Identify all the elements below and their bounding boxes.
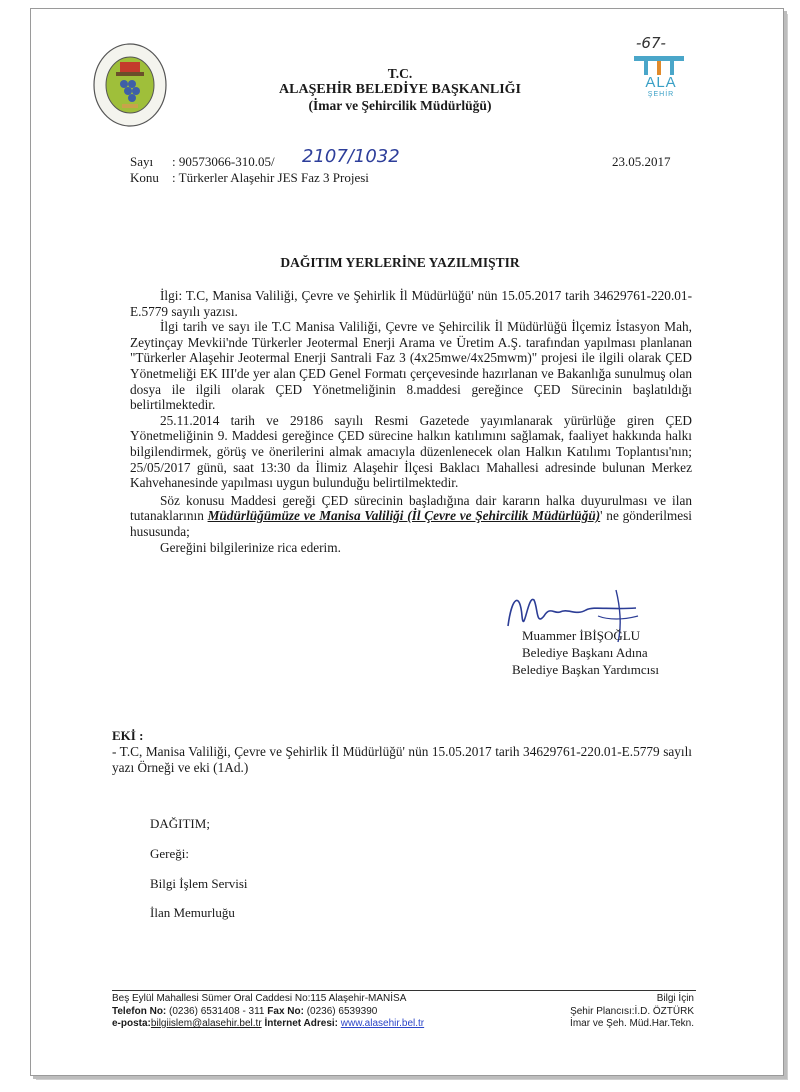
ala-logo-text: ALA [645, 74, 677, 91]
eki-label: EKİ : [112, 728, 144, 743]
email-label: e-posta: [112, 1018, 151, 1029]
document-title: DAĞITIM YERLERİNE YAZILMIŞTIR [280, 255, 520, 270]
website-link[interactable]: www.alasehir.bel.tr [340, 1018, 425, 1029]
konu-label: Konu [130, 170, 159, 185]
paragraph-4-text: Söz konusu Maddesi gereği ÇED sürecinin başladığına dair kararın halka duyurulması ve ilan tutanaklarının [130, 492, 692, 524]
fax-value: (0236) 6539390 [303, 1005, 378, 1017]
header-department: (İmar ve Şehircilik Müdürlüğü) [308, 98, 492, 113]
sehir-logo-text: ŞEHİR [647, 91, 675, 98]
phone-label: Telefon No: [112, 1005, 167, 1017]
distribution-item-2: İlan Memurluğu [150, 905, 235, 920]
paragraph-4-emphasis: Müdürlüğümüze ve Manisa Valiliği (İl Çevre ve Şehircilik Müdürlüğü) [207, 508, 601, 524]
footer-left [112, 993, 532, 1031]
paragraph-closing: Gereğini bilgilerinize rica ederim. [160, 539, 341, 555]
paragraph-4-end: ' ne gönderilmesi hususunda; [130, 508, 692, 539]
konu-value: : Türkerler Alaşehir JES Faz 3 Projesi [172, 170, 369, 185]
signatory-name: Muammer İBİŞOĞLU [522, 628, 641, 643]
document-date: 23.05.2017 [612, 154, 671, 169]
footer-right [540, 993, 694, 1031]
paragraph-3: 25.11.2014 tarih ve 29186 sayılı Resmi Gazetede yayımlanarak yürürlüğe giren ÇED Yönetmeliğinin 9. Maddesi gereğince ÇED sürecine halkın katılımını sağlamak, faaliyet hakkında halkı bilgilendirmek, görüş ve önerilerini almak amacıyla düzenlenecek olan Halkın Katılımı Toplantısı'nın; 25/05/2017 günü, saat 13:30 da İlimiz Alaşehir İlçesi Baklacı Mahallesi adresinde bulunan Merkez Kahvehanesinde yapılması uygun bulunduğu belirtilmektedir. [130, 412, 692, 491]
paragraph-2: İlgi tarih ve sayı ile T.C Manisa Valiliği, Çevre ve Şehircilik İl Müdürlüğü İlçemiz İstasyon Mah, Zeytinçay Mevkii'nde Türkerler Jeotermal Enerji Arama ve Üretim A.Ş. tarafından yapılması planlanan "Türkerler Alaşehir Jeotermal Enerji Santrali Faz 3 (4x25mwe/4x25mwm)" projesi ile ilgili olarak ÇED Yönetmeliği EK III'de yer alan ÇED Genel Formatı çerçevesinde hazırlanan ve Bakanlığa sunulmuş olan dosya ile ilgili olarak ÇED Yönetmeliğinin 8.maddesi gereğince ÇED Sürecinin başlatıldığı belirtilmektedir. [130, 319, 692, 413]
fax-label: Fax No: [267, 1005, 304, 1017]
footer-divider [112, 990, 696, 991]
web-label: İnternet Adresi: [264, 1018, 338, 1029]
footer-phone-fax [112, 1006, 532, 1019]
phone-value: (0236) 6531408 - 311 [166, 1005, 268, 1017]
distribution-item-1: Bilgi İşlem Servisi [150, 876, 248, 891]
signatory-role-2: Belediye Başkan Yardımcısı [512, 662, 659, 677]
geregi-label: Gereği: [150, 846, 189, 861]
sayi-value: : 90573066-310.05/ [172, 154, 275, 169]
paragraph-4 [130, 493, 692, 540]
letter-body [130, 288, 692, 555]
sayi-label: Sayı [130, 154, 154, 169]
footer-department: İmar ve Şeh. Müd.Har.Tekn. [570, 1018, 694, 1029]
footer-planner: Şehir Plancısı:İ.D. ÖZTÜRK [570, 1005, 694, 1017]
page-number-mark: -67- [636, 34, 666, 52]
footer-contact [112, 1018, 532, 1031]
header-municipality: ALAŞEHİR BELEDİYE BAŞKANLIĞI [279, 82, 521, 97]
header-tc: T.C. [387, 66, 413, 81]
email-link[interactable]: bilgiislem@alasehir.bel.tr [150, 1018, 262, 1029]
footer-address: Beş Eylül Mahallesi Sümer Oral Caddesi No:115 Alaşehir-MANİSA [112, 993, 407, 1004]
eki-text: - T.C, Manisa Valiliği, Çevre ve Şehirlik İl Müdürlüğü' nün 15.05.2017 tarih 34629761-220.01-E.5779 sayılı yazı Örneği ve eki (1Ad.) [112, 744, 692, 775]
paragraph-ilgi: İlgi: T.C, Manisa Valiliği, Çevre ve Şehirlik İl Müdürlüğü' nün 15.05.2017 tarih 34629761-220.01-E.5779 sayılı yazısı. [130, 288, 692, 319]
sayi-handwritten: 2107/1032 [302, 146, 400, 167]
dagitim-label: DAĞITIM; [150, 816, 210, 831]
signatory-role-1: Belediye Başkanı Adına [522, 645, 648, 660]
footer-info-label: Bilgi İçin [656, 993, 694, 1004]
